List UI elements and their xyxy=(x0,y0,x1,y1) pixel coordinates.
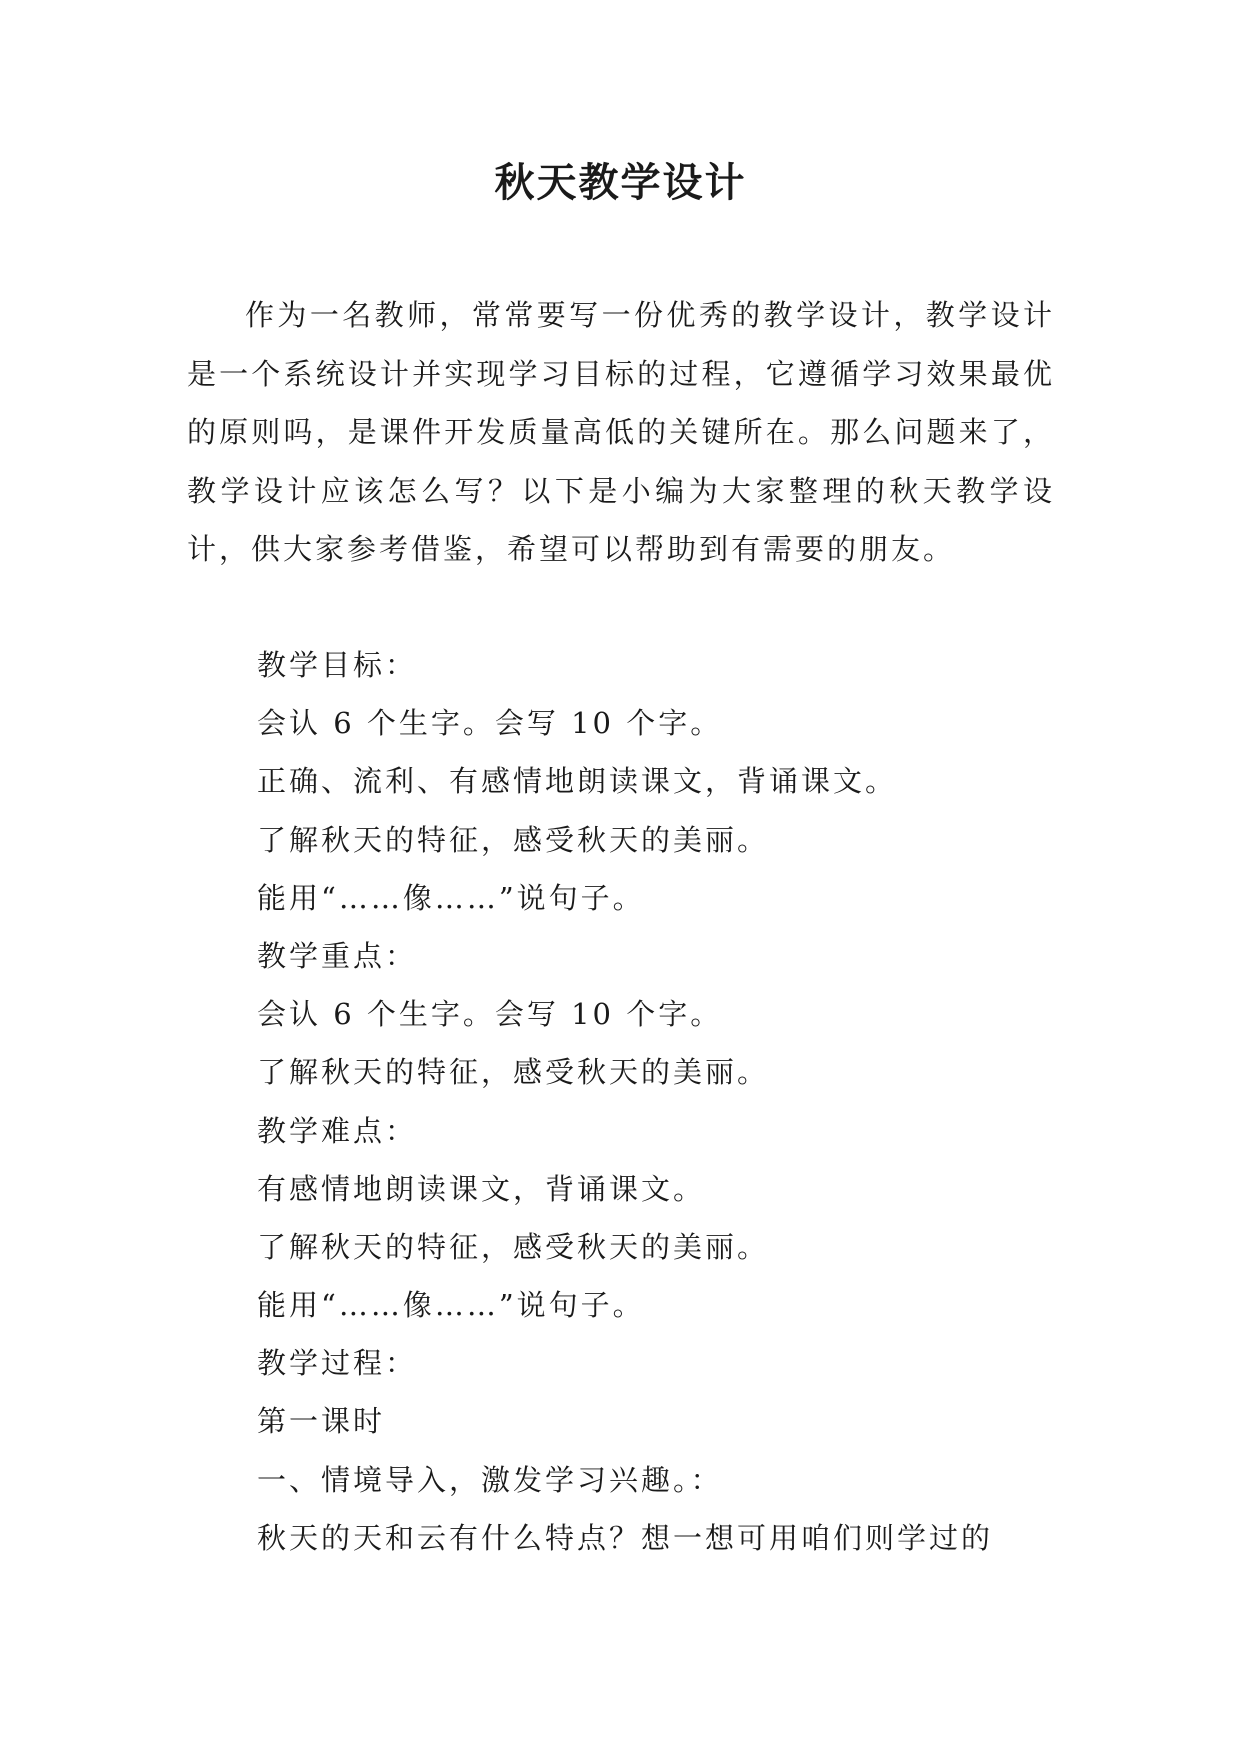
body-line: 了解秋天的特征，感受秋天的美丽。 xyxy=(257,1055,770,1090)
body-line: 有感情地朗读课文，背诵课文。 xyxy=(257,1171,706,1206)
body-line: 了解秋天的特征，感受秋天的美丽。 xyxy=(257,1229,770,1264)
section-heading-difficulties: 教学难点： xyxy=(257,1113,418,1148)
step-heading: 一、情境导入，激发学习兴趣。： xyxy=(257,1462,723,1497)
body-line: 正确、流利、有感情地朗读课文，背诵课文。 xyxy=(257,764,898,799)
section-heading-process: 教学过程： xyxy=(257,1346,418,1381)
body-line: 了解秋天的特征，感受秋天的美丽。 xyxy=(257,822,770,857)
document-title: 秋天教学设计 xyxy=(494,159,747,206)
lesson-heading: 第一课时 xyxy=(257,1404,386,1439)
section-heading-key-points: 教学重点： xyxy=(257,938,418,973)
body-line: 能用“……像……”说句子。 xyxy=(257,880,645,915)
body-lines xyxy=(257,636,1077,1567)
section-heading-goals: 教学目标： xyxy=(257,648,418,682)
body-line: 会认 6 个生字。会写 10 个字。 xyxy=(257,997,723,1032)
body-line: 秋天的天和云有什么特点？想一想可用咱们则学过的 xyxy=(257,1520,994,1555)
intro-paragraph: 作为一名教师，常常要写一份优秀的教学设计，教学设计是一个系统设计并实现学习目标的过程，它遵循学习效果最优的原则吗，是课件开发质量高低的关键所在。那么问题来了，教学设计应该怎么写？以下是小编为大家整理的秋天教学设计，供大家参考借鉴，希望可以帮助到有需要的朋友。 xyxy=(187,298,1055,566)
body-line: 能用“……像……”说句子。 xyxy=(257,1288,645,1323)
body-line: 会认 6 个生字。会写 10 个字。 xyxy=(257,706,723,741)
